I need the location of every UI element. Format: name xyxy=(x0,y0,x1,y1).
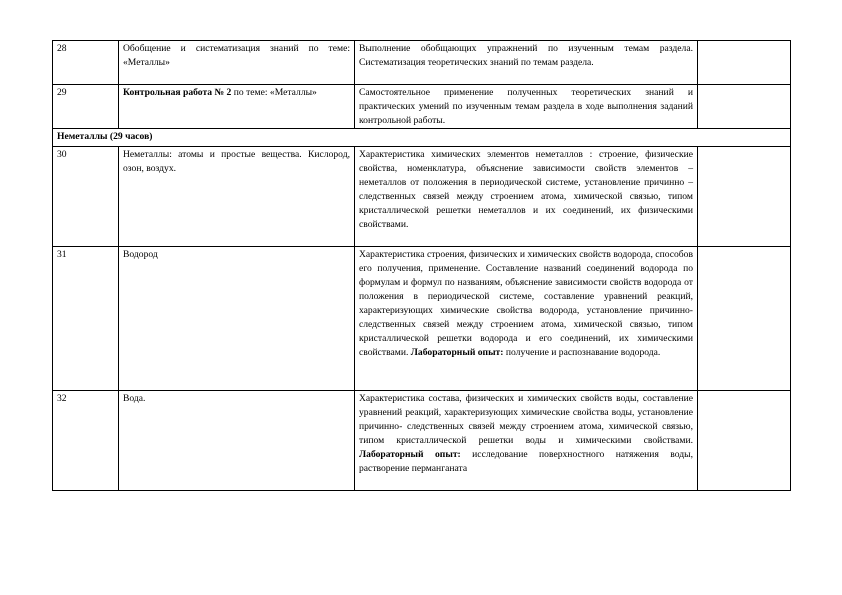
lesson-topic xyxy=(119,85,355,129)
table-row xyxy=(53,41,791,85)
lesson-note xyxy=(698,247,791,391)
lab-experiment-label: Лабораторный опыт: xyxy=(410,347,504,358)
lesson-topic-bold: Контрольная работа № 2 xyxy=(123,87,232,98)
lesson-activity-text: Характеристика строения, физических и химических свойств водорода, способов его получения, применение. Составление названий соединений водорода по формулам и формул по названиям, объяснение зависимости свойств водорода от положения в периодической системе, составление уравнений реакций, характеризующих химические свойства водорода, установление причинно- следственных связей между строением атома, химической связью, типом кристаллической решетки водорода и его соединений, их химическими свойствами. xyxy=(359,249,693,358)
table-row xyxy=(53,247,791,391)
lesson-number: 30 xyxy=(53,147,119,247)
lesson-topic: Неметаллы: атомы и простые вещества. Кислород, озон, воздух. xyxy=(119,147,355,247)
lesson-topic: Водород xyxy=(119,247,355,391)
table-row xyxy=(53,85,791,129)
lab-experiment-text: получение и распознавание водорода. xyxy=(503,347,661,358)
lesson-number: 32 xyxy=(53,391,119,491)
lab-experiment-text: исследование поверхностного натяжения воды, растворение перманганата xyxy=(359,449,694,474)
lesson-topic-text: по теме: «Металлы» xyxy=(231,87,317,98)
lab-experiment-label: Лабораторный опыт: xyxy=(359,449,461,460)
table-row xyxy=(53,147,791,247)
lesson-topic xyxy=(119,41,355,85)
lesson-plan-table xyxy=(52,40,791,491)
lesson-topic-text: Обобщение и систематизация знаний по теме: «Металлы» xyxy=(123,43,350,68)
lesson-number: 29 xyxy=(53,85,119,129)
table-row xyxy=(53,391,791,491)
section-row xyxy=(53,129,791,147)
lesson-activity: Самостоятельное применение полученных теоретических знаний и практических умений по изученным темам раздела в ходе выполнения заданий контрольной работы. xyxy=(355,85,698,129)
lesson-note xyxy=(698,85,791,129)
lesson-activity: Выполнение обобщающих упражнений по изученным темам раздела. Систематизация теоретических знаний по темам раздела. xyxy=(355,41,698,85)
lesson-activity-text: Характеристика состава, физических и химических свойств воды, составление уравнений реакций, характеризующих химические свойства воды, установление причинно- следственных связей между строением атома, химической связью, типом кристаллической решетки воды и химическими свойствами. xyxy=(359,393,693,446)
lesson-activity xyxy=(355,247,698,391)
lesson-activity: Характеристика химических элементов неметаллов : строение, физические свойства, номенклатура, объяснение зависимости свойств элементов – неметаллов от положения в периодической системе, установление причинно – следственных связей между строением атома, химической связью, типом кристаллической решетки неметаллов и их соединений, их физическими свойствами. xyxy=(355,147,698,247)
section-heading: Неметаллы (29 часов) xyxy=(53,129,791,147)
lesson-note xyxy=(698,41,791,85)
lesson-note xyxy=(698,391,791,491)
lesson-topic: Вода. xyxy=(119,391,355,491)
lesson-number: 28 xyxy=(53,41,119,85)
lesson-activity xyxy=(355,391,698,491)
lesson-number: 31 xyxy=(53,247,119,391)
lesson-note xyxy=(698,147,791,247)
